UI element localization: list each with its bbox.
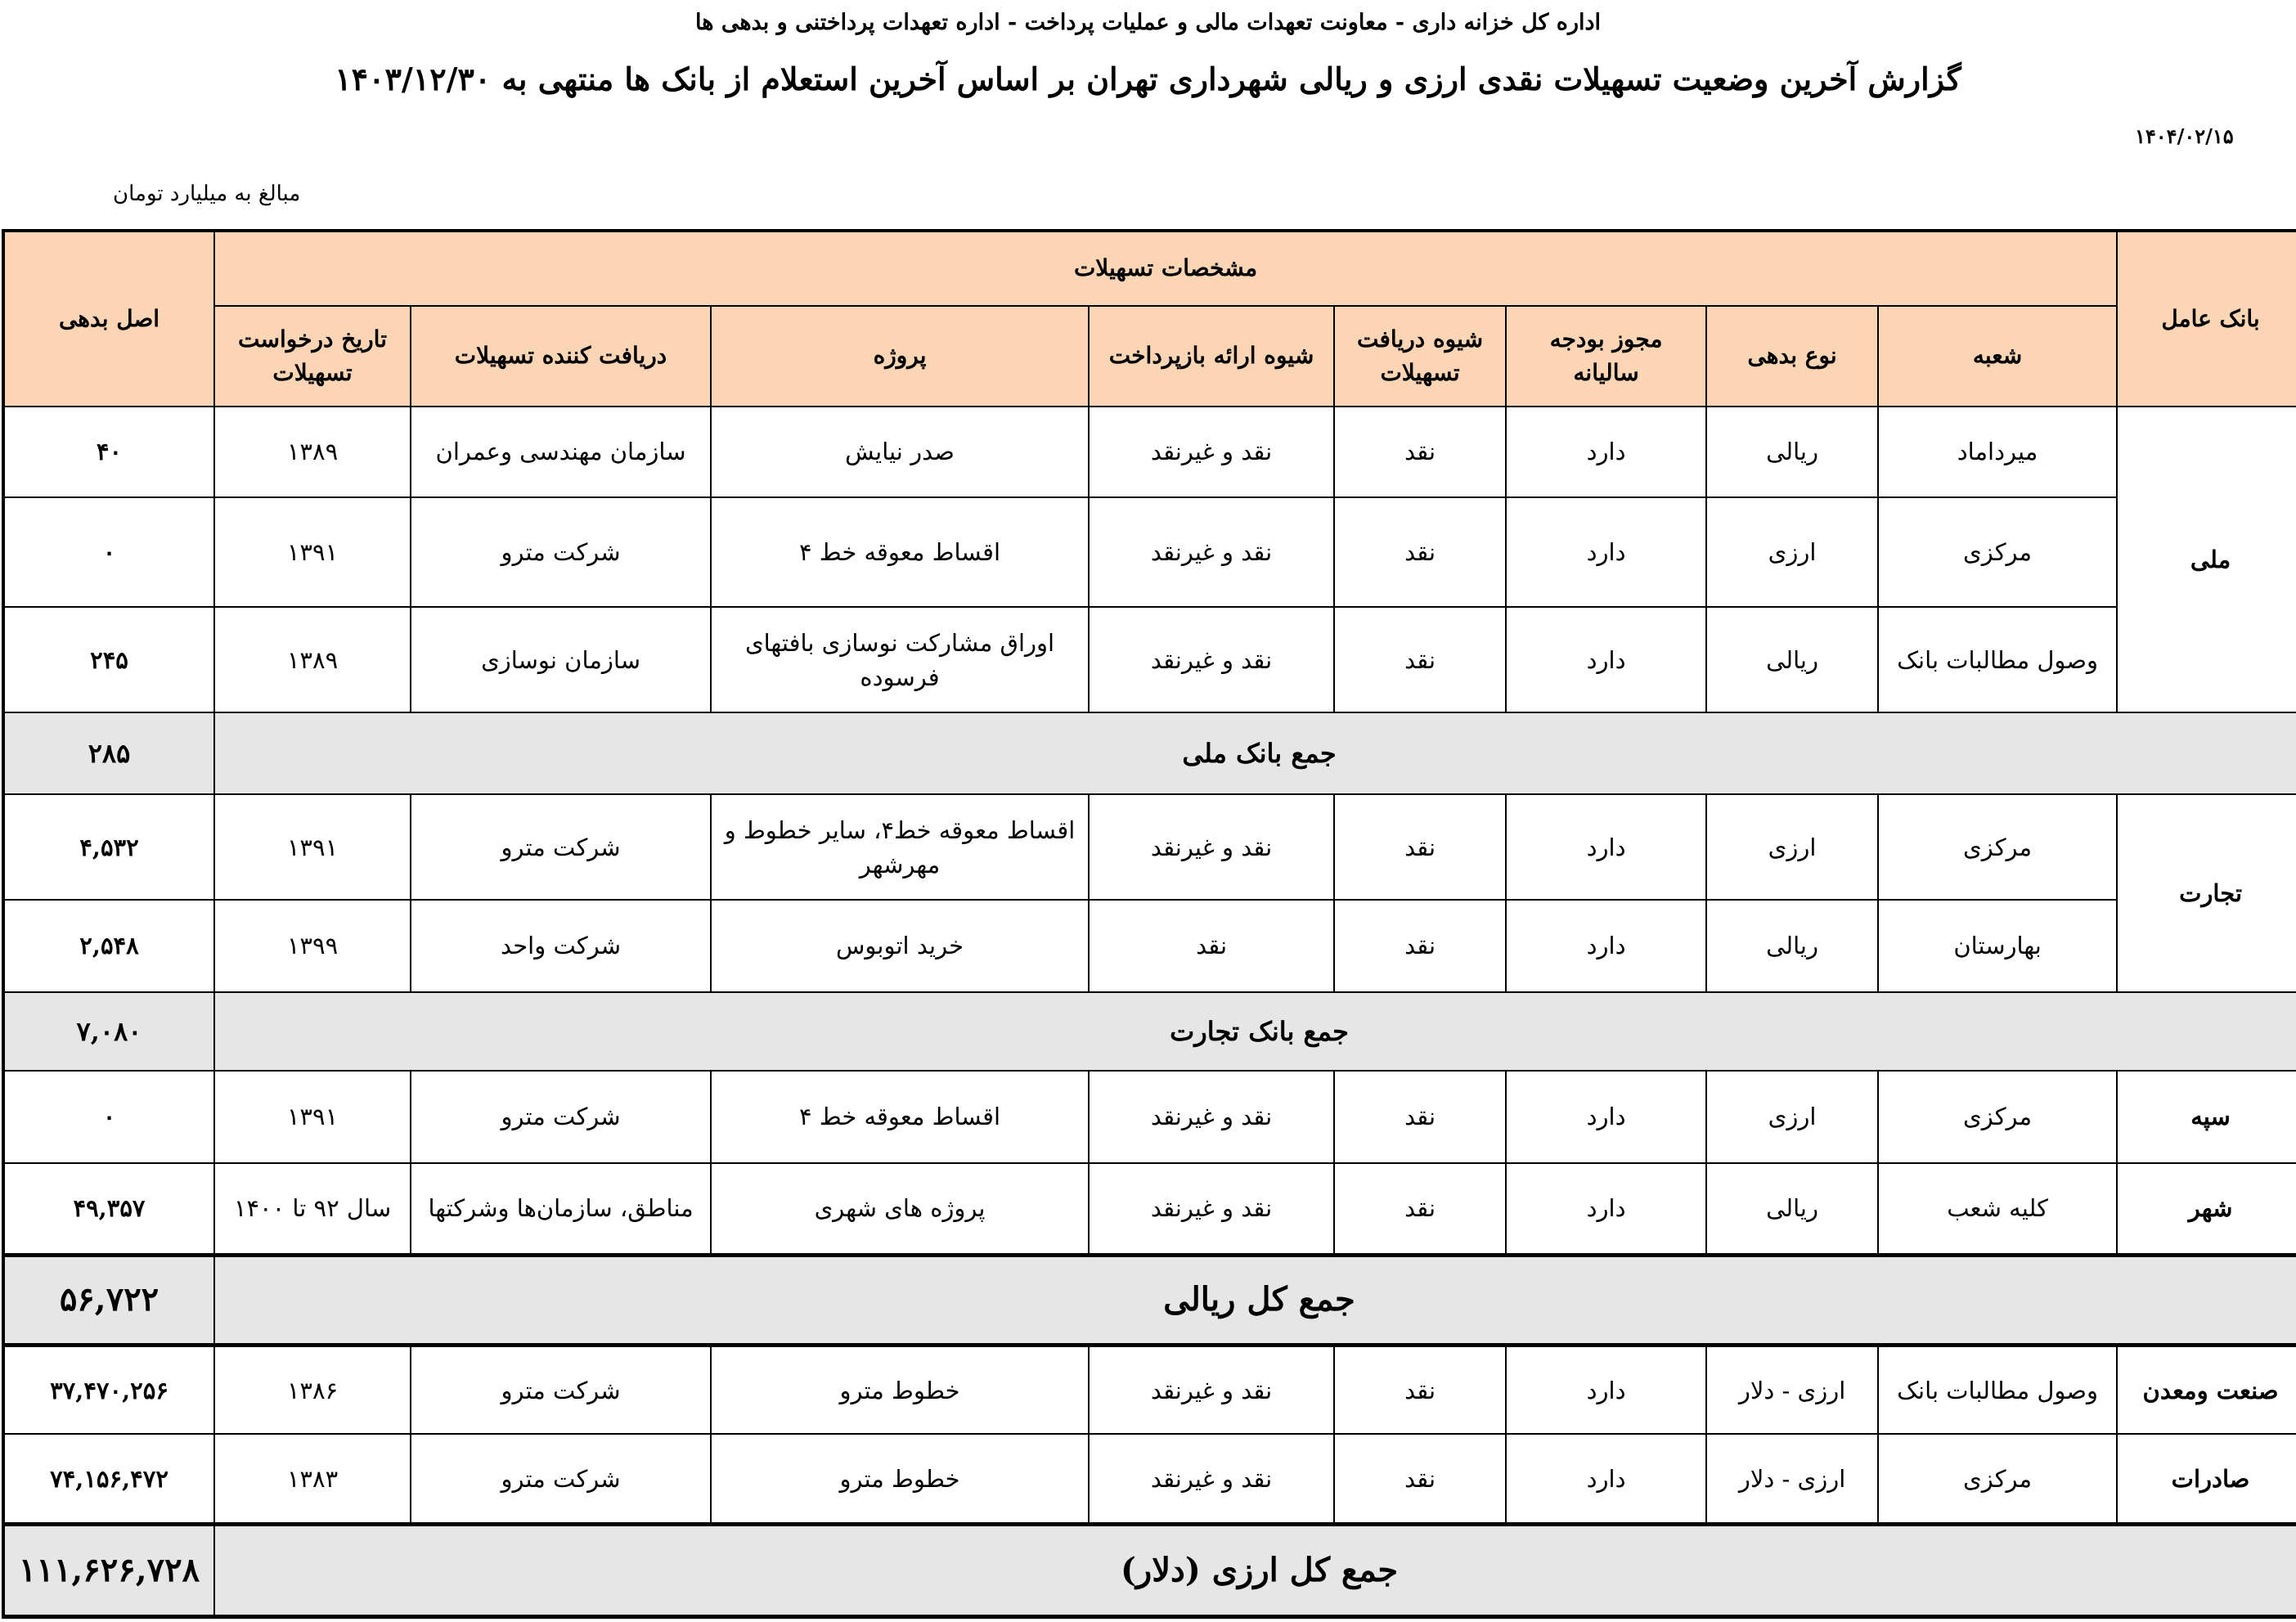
branch-cell: مرکزی	[1878, 1071, 2117, 1163]
request-date-cell: ۱۳۹۱	[214, 794, 411, 900]
principal-cell: ۳۷,۴۷۰,۲۵۶	[3, 1346, 214, 1435]
receive-method-cell: نقد	[1334, 407, 1506, 497]
grand-total-fx-value: ۱۱۱,۶۲۶,۷۲۸	[3, 1525, 214, 1617]
grand-total-rial-value: ۵۶,۷۲۲	[3, 1255, 214, 1346]
table-row	[3, 900, 2296, 992]
branch-cell: میرداماد	[1878, 407, 2117, 497]
bank-cell: شهر	[2117, 1163, 2296, 1256]
subtotal-value: ۷,۰۸۰	[3, 992, 214, 1071]
subtotal-value: ۲۸۵	[3, 712, 214, 795]
col-bank-header: بانک عامل	[2117, 231, 2296, 407]
bank-cell: صنعت ومعدن	[2117, 1346, 2296, 1435]
budget-permit-cell: دارد	[1506, 407, 1706, 497]
principal-cell: ۲,۵۴۸	[3, 900, 214, 992]
header-row-1	[3, 231, 2296, 306]
budget-permit-cell: دارد	[1506, 794, 1706, 900]
recipient-cell: مناطق، سازمان‌ها وشرکتها	[411, 1163, 711, 1256]
recipient-cell: شرکت مترو	[411, 1434, 711, 1525]
request-date-cell: ۱۳۸۹	[214, 407, 411, 497]
principal-cell: ۰	[3, 497, 214, 608]
budget-permit-cell: دارد	[1506, 1163, 1706, 1256]
table-row	[3, 497, 2296, 608]
receive-method-cell: نقد	[1334, 1163, 1506, 1256]
request-date-cell: ۱۳۹۱	[214, 1071, 411, 1163]
request-date-cell: ۱۳۹۹	[214, 900, 411, 992]
subtotal-row-tejarat	[3, 992, 2296, 1071]
debt-type-cell: ارزی	[1706, 794, 1878, 900]
col-debt-type-header: نوع بدهی	[1706, 306, 1878, 407]
project-cell: اقساط معوقه خط ۴	[711, 497, 1089, 608]
table-row	[3, 407, 2296, 497]
receive-method-cell: نقد	[1334, 1346, 1506, 1435]
debt-type-cell: ریالی	[1706, 900, 1878, 992]
col-project-header: پروژه	[711, 306, 1089, 407]
project-cell: صدر نیایش	[711, 407, 1089, 497]
repay-method-cell: نقد و غیرنقد	[1089, 1434, 1334, 1525]
bank-cell: صادرات	[2117, 1434, 2296, 1525]
table-row	[3, 1434, 2296, 1525]
repay-method-cell: نقد و غیرنقد	[1089, 794, 1334, 900]
repay-method-cell: نقد	[1089, 900, 1334, 992]
recipient-cell: سازمان نوسازی	[411, 607, 711, 712]
budget-permit-cell: دارد	[1506, 1346, 1706, 1435]
col-request-date-header: تاریخ درخواست تسهیلات	[214, 306, 411, 407]
unit-note: مبالغ به میلیارد تومان	[113, 182, 301, 206]
grand-total-rial-row	[3, 1255, 2296, 1346]
budget-permit-cell: دارد	[1506, 497, 1706, 608]
col-budget-permit-header: مجوز بودجه سالیانه	[1506, 306, 1706, 407]
report-title: گزارش آخرین وضعیت تسهیلات نقدی ارزی و ریالی شهرداری تهران بر اساس آخرین استعلام از بانک ها منتهی به ۱۴۰۳/۱۲/۳۰	[335, 61, 1961, 97]
principal-cell: ۴,۵۳۲	[3, 794, 214, 900]
receive-method-cell: نقد	[1334, 607, 1506, 712]
recipient-cell: شرکت مترو	[411, 1346, 711, 1435]
col-recipient-header: دریافت کننده تسهیلات	[411, 306, 711, 407]
col-receive-method-header: شیوه دریافت تسهیلات	[1334, 306, 1506, 407]
debt-type-cell: ریالی	[1706, 1163, 1878, 1256]
project-cell: اوراق مشارکت نوسازی بافتهای فرسوده	[711, 607, 1089, 712]
principal-cell: ۰	[3, 1071, 214, 1163]
request-date-cell: ۱۳۸۶	[214, 1346, 411, 1435]
budget-permit-cell: دارد	[1506, 607, 1706, 712]
branch-cell: وصول مطالبات بانک	[1878, 1346, 2117, 1435]
table-row	[3, 1163, 2296, 1256]
repay-method-cell: نقد و غیرنقد	[1089, 407, 1334, 497]
repay-method-cell: نقد و غیرنقد	[1089, 607, 1334, 712]
project-cell: خطوط مترو	[711, 1434, 1089, 1525]
branch-cell: مرکزی	[1878, 1434, 2117, 1525]
project-cell: پروژه های شهری	[711, 1163, 1089, 1256]
branch-cell: مرکزی	[1878, 794, 2117, 900]
receive-method-cell: نقد	[1334, 1434, 1506, 1525]
bank-cell: سپه	[2117, 1071, 2296, 1163]
branch-cell: وصول مطالبات بانک	[1878, 607, 2117, 712]
organization-header: اداره کل خزانه داری - معاونت تعهدات مالی و عملیات پرداخت - اداره تعهدات پرداختنی و بدهی ها	[694, 10, 1602, 35]
branch-cell: کلیه شعب	[1878, 1163, 2117, 1256]
recipient-cell: سازمان مهندسی وعمران	[411, 407, 711, 497]
receive-method-cell: نقد	[1334, 900, 1506, 992]
bank-cell: ملی	[2117, 407, 2296, 712]
receive-method-cell: نقد	[1334, 794, 1506, 900]
budget-permit-cell: دارد	[1506, 1434, 1706, 1525]
col-principal-header: اصل بدهی	[3, 231, 214, 407]
col-repay-method-header: شیوه ارائه بازپرداخت	[1089, 306, 1334, 407]
repay-method-cell: نقد و غیرنقد	[1089, 1346, 1334, 1435]
recipient-cell: شرکت مترو	[411, 794, 711, 900]
receive-method-cell: نقد	[1334, 497, 1506, 608]
request-date-cell: ۱۳۸۳	[214, 1434, 411, 1525]
recipient-cell: شرکت مترو	[411, 1071, 711, 1163]
recipient-cell: شرکت مترو	[411, 497, 711, 608]
repay-method-cell: نقد و غیرنقد	[1089, 1071, 1334, 1163]
branch-cell: مرکزی	[1878, 497, 2117, 608]
principal-cell: ۴۹,۳۵۷	[3, 1163, 214, 1256]
col-group-header: مشخصات تسهیلات	[214, 231, 2117, 306]
request-date-cell: ۱۳۸۹	[214, 607, 411, 712]
grand-total-fx-label: جمع کل ارزی (دلار)	[214, 1525, 2296, 1617]
debt-type-cell: ارزی - دلار	[1706, 1434, 1878, 1525]
bank-cell: تجارت	[2117, 794, 2296, 991]
debt-type-cell: ریالی	[1706, 407, 1878, 497]
principal-cell: ۲۴۵	[3, 607, 214, 712]
budget-permit-cell: دارد	[1506, 1071, 1706, 1163]
project-cell: اقساط معوقه خط ۴	[711, 1071, 1089, 1163]
col-branch-header: شعبه	[1878, 306, 2117, 407]
table-row	[3, 1346, 2296, 1435]
principal-cell: ۷۴,۱۵۶,۴۷۲	[3, 1434, 214, 1525]
project-cell: اقساط معوقه خط۴، سایر خطوط و مهرشهر	[711, 794, 1089, 900]
request-date-cell: ۱۳۹۱	[214, 497, 411, 608]
principal-cell: ۴۰	[3, 407, 214, 497]
project-cell: خرید اتوبوس	[711, 900, 1089, 992]
report-date: ۱۴۰۴/۰۲/۱۵	[2135, 124, 2234, 148]
debt-type-cell: ارزی	[1706, 497, 1878, 608]
subtotal-row-melli	[3, 712, 2296, 795]
subtotal-label: جمع بانک تجارت	[214, 992, 2296, 1071]
header-row-2	[3, 306, 2296, 407]
request-date-cell: سال ۹۲ تا ۱۴۰۰	[214, 1163, 411, 1256]
repay-method-cell: نقد و غیرنقد	[1089, 1163, 1334, 1256]
grand-total-rial-label: جمع کل ریالی	[214, 1255, 2296, 1346]
table-row	[3, 1071, 2296, 1163]
debt-type-cell: ارزی - دلار	[1706, 1346, 1878, 1435]
grand-total-fx-row	[3, 1525, 2296, 1617]
facilities-table	[2, 229, 2296, 1619]
project-cell: خطوط مترو	[711, 1346, 1089, 1435]
repay-method-cell: نقد و غیرنقد	[1089, 497, 1334, 608]
receive-method-cell: نقد	[1334, 1071, 1506, 1163]
recipient-cell: شرکت واحد	[411, 900, 711, 992]
table-row	[3, 607, 2296, 712]
table-row	[3, 794, 2296, 900]
debt-type-cell: ریالی	[1706, 607, 1878, 712]
debt-type-cell: ارزی	[1706, 1071, 1878, 1163]
subtotal-label: جمع بانک ملی	[214, 712, 2296, 795]
branch-cell: بهارستان	[1878, 900, 2117, 992]
budget-permit-cell: دارد	[1506, 900, 1706, 992]
